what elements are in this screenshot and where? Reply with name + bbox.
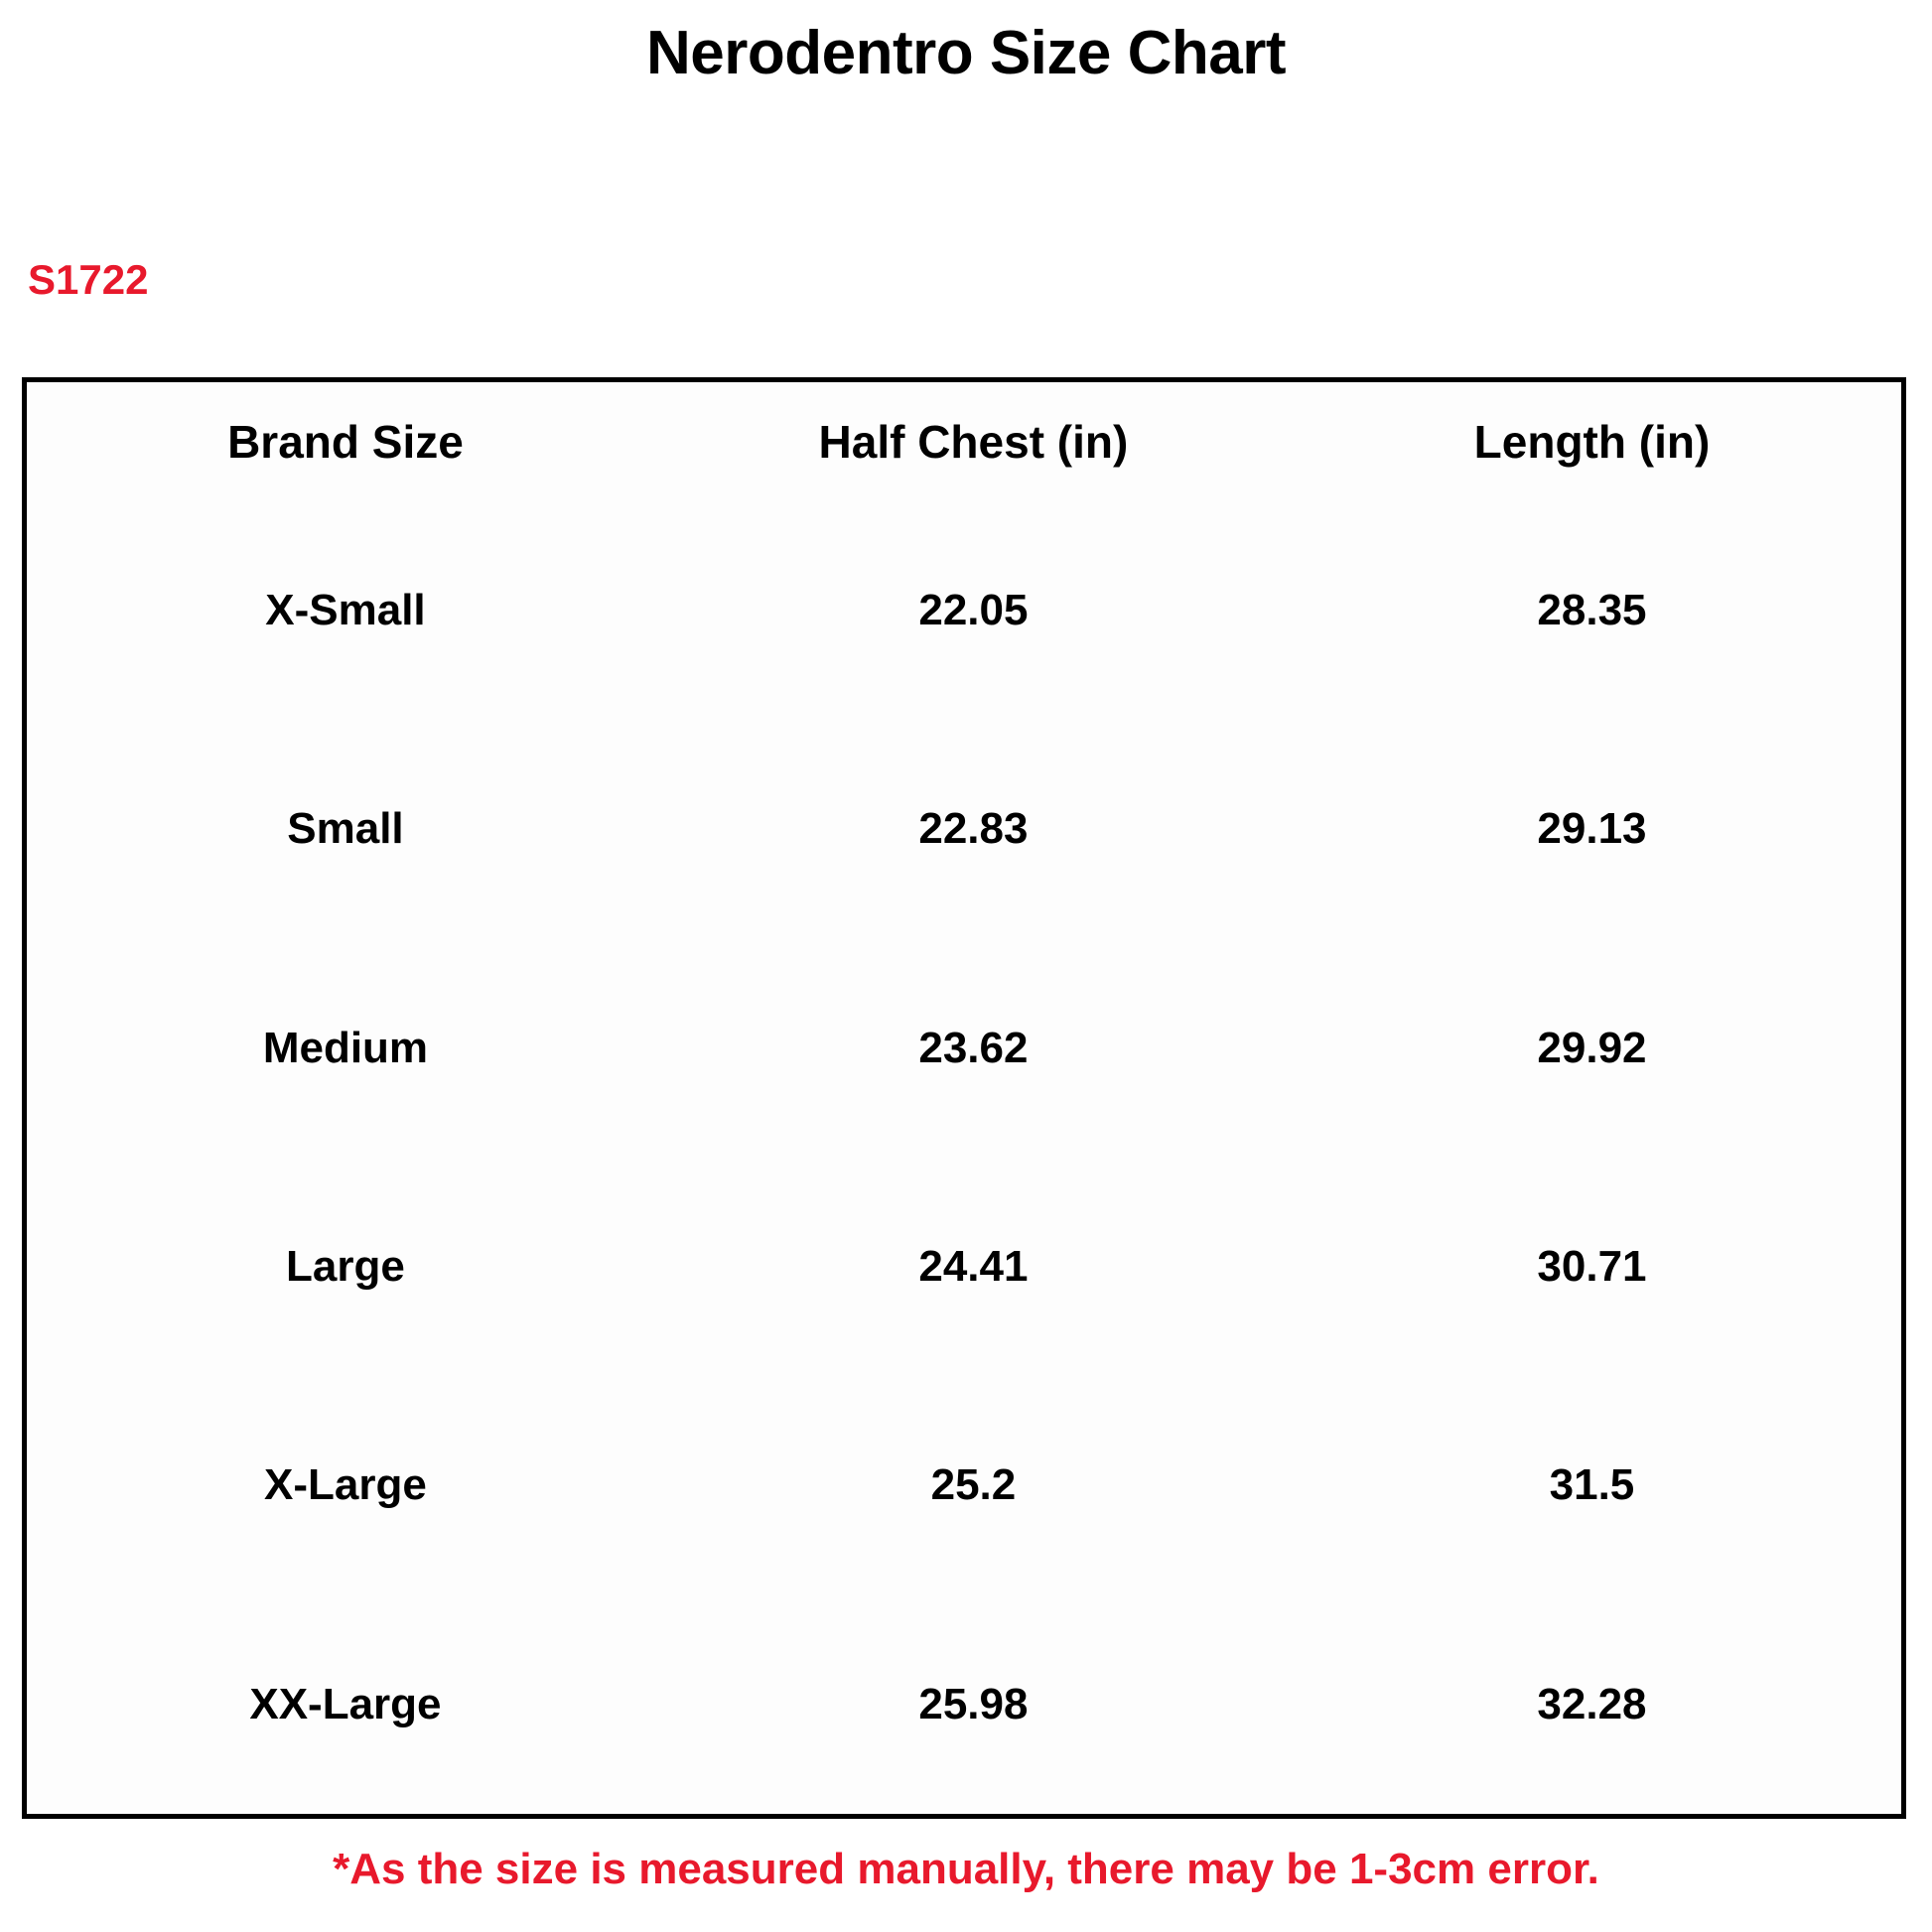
- cell-length: 29.13: [1537, 804, 1647, 854]
- cell-half-chest: 22.05: [918, 586, 1029, 635]
- cell-half-chest: 22.83: [918, 804, 1029, 854]
- style-code-label: S1722: [28, 256, 149, 303]
- cell-length: 30.71: [1537, 1242, 1647, 1292]
- page-title: Nerodentro Size Chart: [645, 19, 1287, 87]
- size-table-container: [22, 377, 1906, 1819]
- cell-brand-size: XX-Large: [249, 1679, 442, 1728]
- cell-brand-size: X-Large: [264, 1460, 427, 1510]
- cell-half-chest: 23.62: [918, 1023, 1029, 1072]
- table-row: [27, 1595, 1901, 1814]
- cell-brand-size: Large: [286, 1242, 405, 1292]
- size-table: [27, 382, 1901, 1814]
- column-header-length: Length (in): [1473, 416, 1711, 468]
- table-header: [27, 382, 1901, 501]
- table-row: [27, 501, 1901, 720]
- cell-length: 29.92: [1537, 1023, 1647, 1072]
- cell-brand-size: X-Small: [265, 586, 426, 635]
- column-header-half-chest: Half Chest (in): [818, 416, 1129, 468]
- cell-brand-size: Medium: [262, 1023, 429, 1072]
- cell-half-chest: 25.98: [918, 1679, 1029, 1728]
- cell-half-chest: 25.2: [930, 1460, 1017, 1510]
- column-header-brand-size: Brand Size: [227, 416, 464, 468]
- table-row: [27, 1376, 1901, 1594]
- table-row: [27, 939, 1901, 1158]
- measurement-disclaimer: *As the size is measured manually, there may be 1-3cm error.: [333, 1845, 1599, 1893]
- cell-length: 28.35: [1537, 586, 1647, 635]
- cell-length: 32.28: [1537, 1679, 1647, 1728]
- table-row: [27, 720, 1901, 938]
- table-row: [27, 1158, 1901, 1376]
- cell-half-chest: 24.41: [918, 1242, 1029, 1292]
- cell-brand-size: Small: [287, 804, 404, 854]
- cell-length: 31.5: [1549, 1460, 1635, 1510]
- table-header-row: [27, 382, 1901, 501]
- table-body: [27, 501, 1901, 1814]
